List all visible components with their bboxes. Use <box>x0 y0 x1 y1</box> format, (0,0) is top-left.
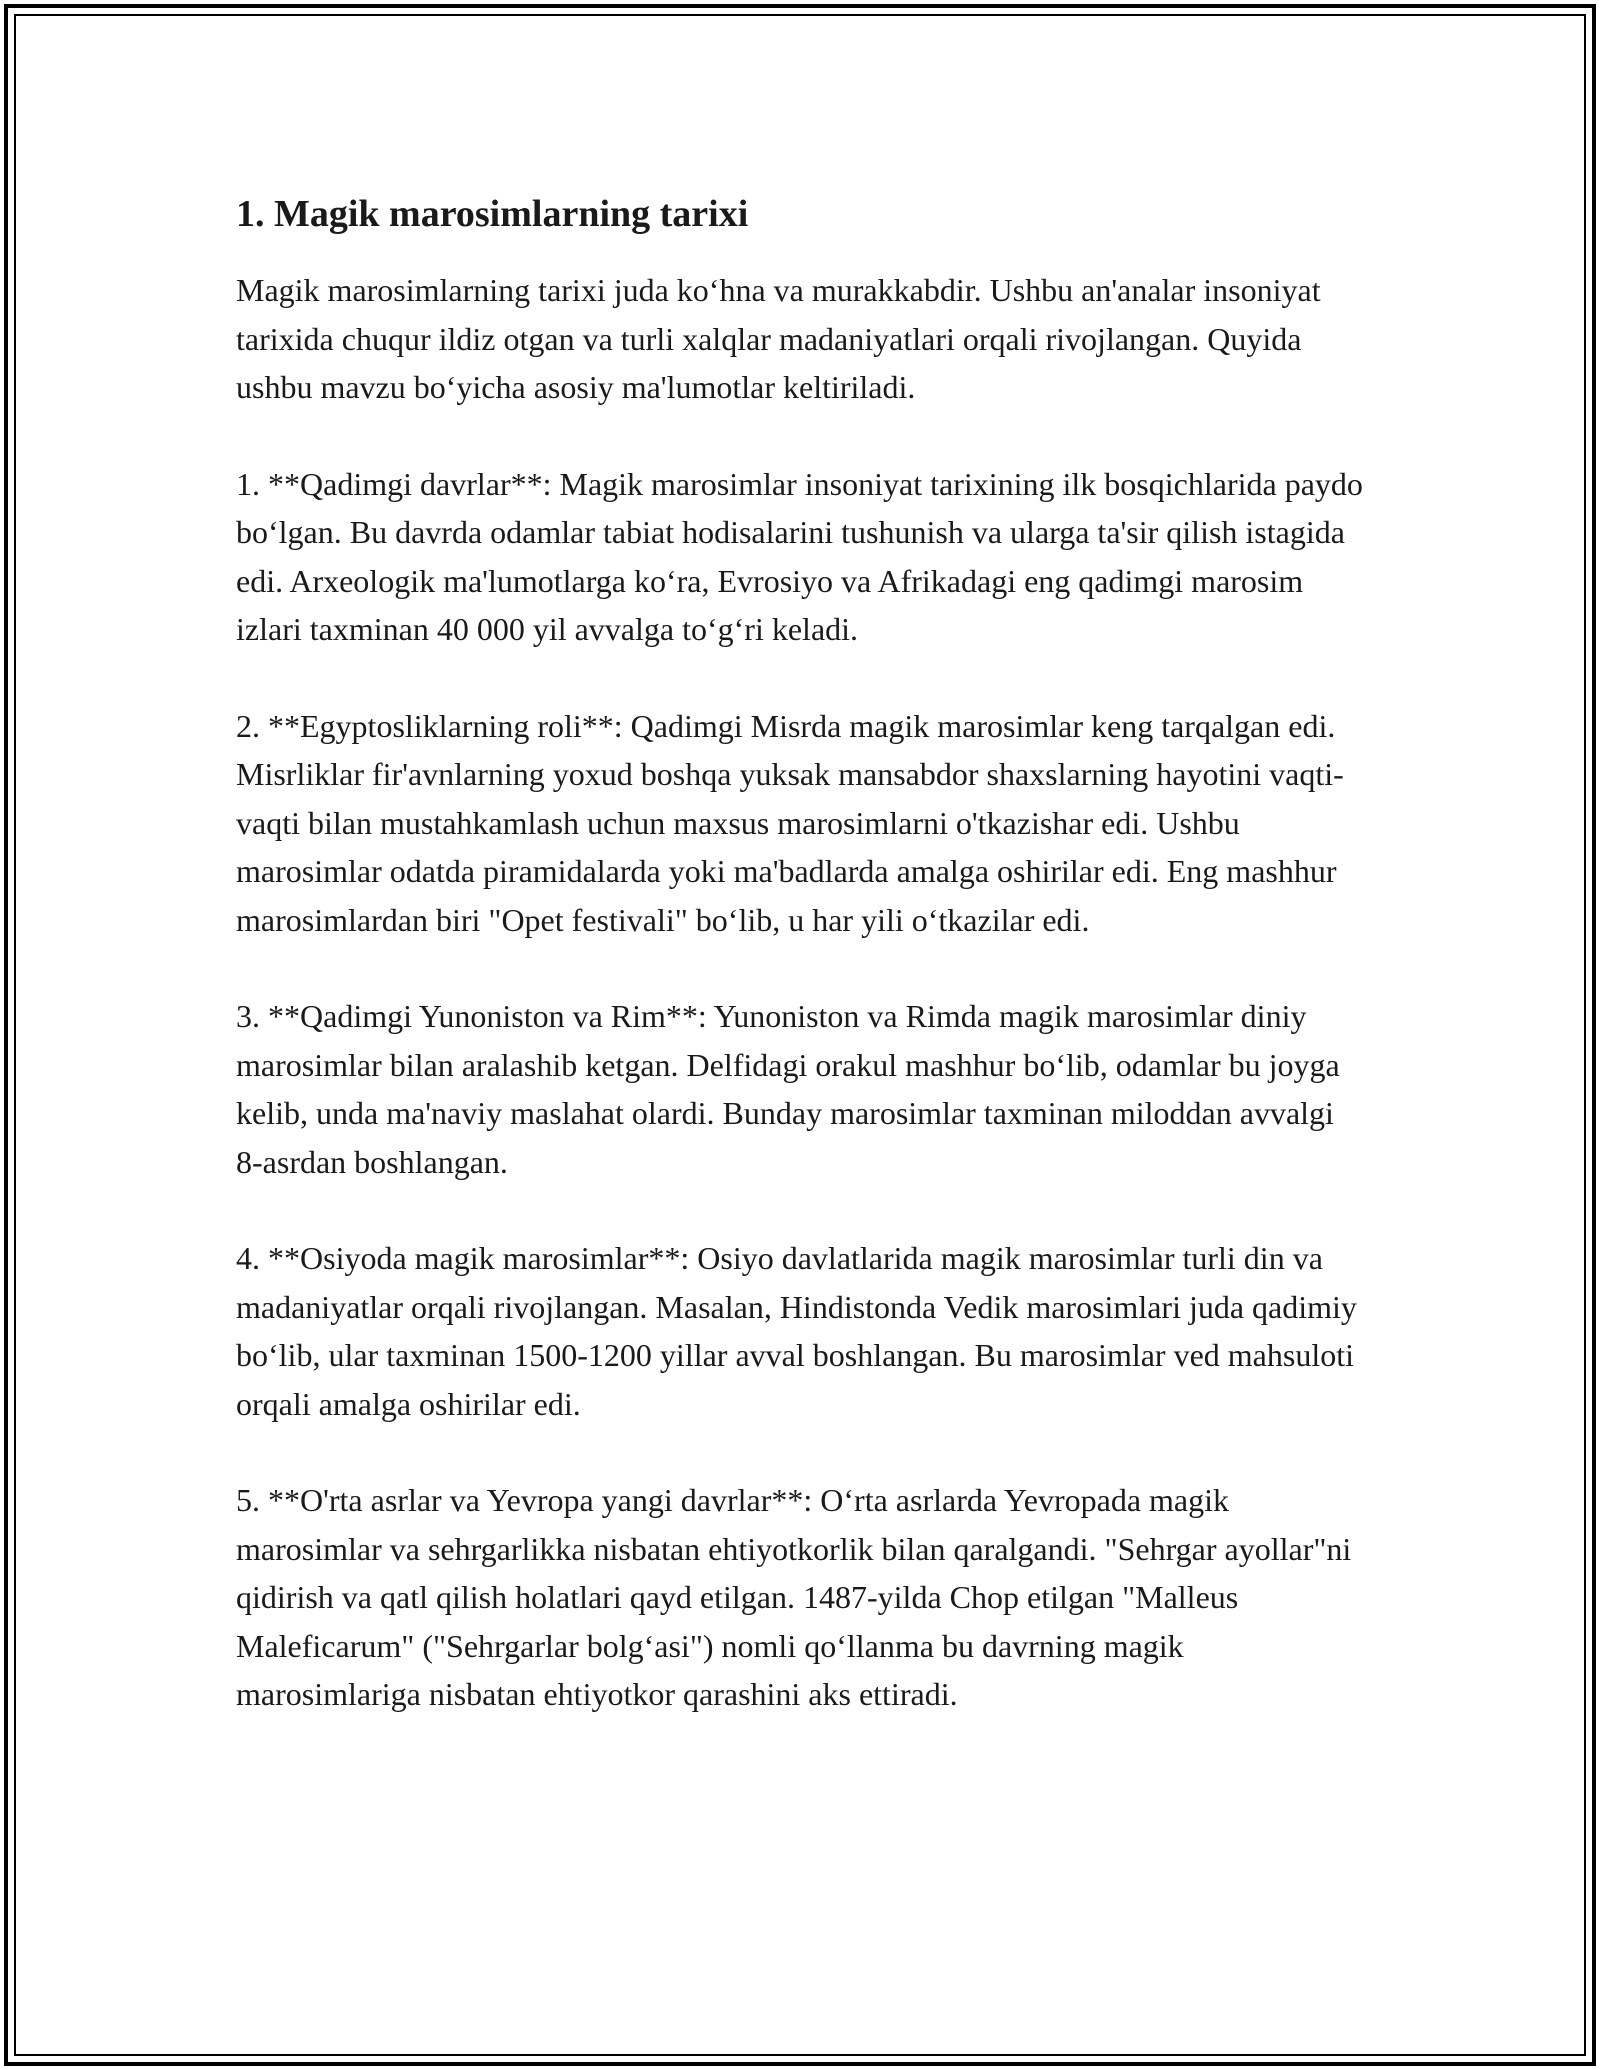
document-body <box>236 188 1366 1767</box>
section-paragraph-5: 5. **O'rta asrlar va Yevropa yangi davrlar**: O‘rta asrlarda Yevropada magik marosimlar va sehrgarlikka nisbatan ehtiyotkorlik bilan qaralgandi. "Sehrgar ayollar"ni qidirish va qatl qilish holatlari qayd etilgan. 1487-yilda Chop etilgan "Malleus Maleficarum" ("Sehrgarlar bolg‘asi") nomli qo‘llanma bu davrning magik marosimlariga nisbatan ehtiyotkor qarashini aks ettiradi. <box>236 1482 1352 1712</box>
section-paragraph-2: 2. **Egyptosliklarning roli**: Qadimgi Misrda magik marosimlar keng tarqalgan edi. Misrliklar fir'avnlarning yoxud boshqa yuksak mansabdor shaxslarning hayotini vaqti-vaqti bilan mustahkamlash uchun maxsus marosimlarni o'tkazishar edi. Ushbu marosimlar odatda piramidalarda yoki ma'badlarda amalga oshirilar edi. Eng mashhur marosimlardan biri "Opet festivali" bo‘lib, u har yili o‘tkazilar edi. <box>236 707 1344 938</box>
intro-paragraph: Magik marosimlarning tarixi juda ko‘hna va murakkabdir. Ushbu an'analar insoniyat tarixida chuqur ildiz otgan va turli xalqlar madaniyatlari orqali rivojlangan. Quyida ushbu mavzu bo‘yicha asosiy ma'lumotlar keltiriladi. <box>236 272 1321 405</box>
section-paragraph-3: 3. **Qadimgi Yunoniston va Rim**: Yunoniston va Rimda magik marosimlar diniy marosimlar bilan aralashib ketgan. Delfidagi orakul mashhur bo‘lib, odamlar bu joyga kelib, unda ma'naviy maslahat olardi. Bunday marosimlar taxminan miloddan avvalgi 8-asrdan boshlangan. <box>236 998 1340 1180</box>
document-title: 1. Magik marosimlarning tarixi <box>236 193 749 235</box>
section-paragraph-4: 4. **Osiyoda magik marosimlar**: Osiyo davlatlarida magik marosimlar turli din va madaniyatlar orqali rivojlangan. Masalan, Hindistonda Vedik marosimlari juda qadimiy bo‘lib, ular taxminan 1500-1200 yillar avval boshlangan. Bu marosimlar ved mahsuloti orqali amalga oshirilar edi. <box>236 1240 1357 1422</box>
section-paragraph-1: 1. **Qadimgi davrlar**: Magik marosimlar insoniyat tarixining ilk bosqichlarida paydo bo‘lgan. Bu davrda odamlar tabiat hodisalarini tushunish va ularga ta'sir qilish istagida edi. Arxeologik ma'lumotlarga ko‘ra, Evrosiyo va Afrikadagi eng qadimgi marosim izlari taxminan 40 000 yil avvalga to‘g‘ri keladi. <box>236 465 1363 647</box>
